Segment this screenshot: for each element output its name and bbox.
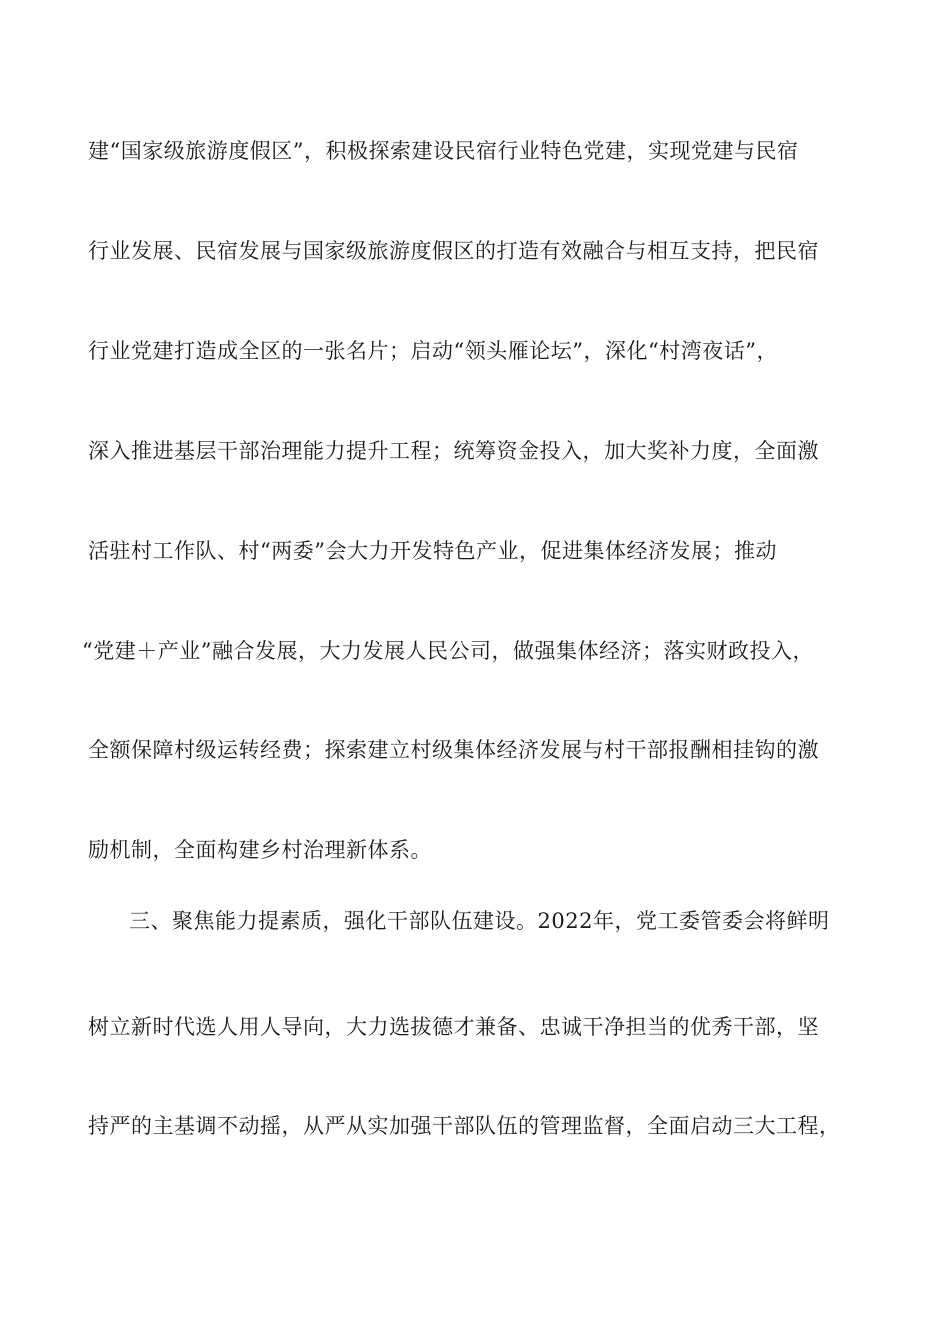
- text-line: 励机制，全面构建乡村治理新体系。: [88, 838, 432, 862]
- text-line: “党建＋产业”融合发展，大力发展人民公司，做强集体经济；落实财政投入，: [82, 639, 814, 663]
- text-line: 深入推进基层干部治理能力提升工程；统筹资金投入，加大奖补力度，全面激: [88, 439, 819, 463]
- text-line: 持严的主基调不动摇，从严从实加强干部队伍的管理监督，全面启动三大工程，: [88, 1114, 841, 1138]
- text-line: 行业发展、民宿发展与国家级旅游度假区的打造有效融合与相互支持，把民宿: [88, 239, 819, 263]
- text-line: 建“国家级旅游度假区”，积极探索建设民宿行业特色党建，实现党建与民宿: [88, 139, 799, 163]
- text-line: 活驻村工作队、村“两委”会大力开发特色产业，促进集体经济发展；推动: [88, 539, 777, 563]
- text-line: 行业党建打造成全区的一张名片；启动“领头雁论坛”，深化“村湾夜话”，: [88, 339, 778, 363]
- text-line: 树立新时代选人用人导向，大力选拔德才兼备、忠诚干净担当的优秀干部，坚: [88, 1015, 819, 1039]
- paragraph-start-line: 三、聚焦能力提素质，强化干部队伍建设。2022年，党工委管委会将鲜明: [86, 909, 830, 933]
- text-line: 全额保障村级运转经费；探索建立村级集体经济发展与村干部报酬相挂钩的激: [88, 738, 819, 762]
